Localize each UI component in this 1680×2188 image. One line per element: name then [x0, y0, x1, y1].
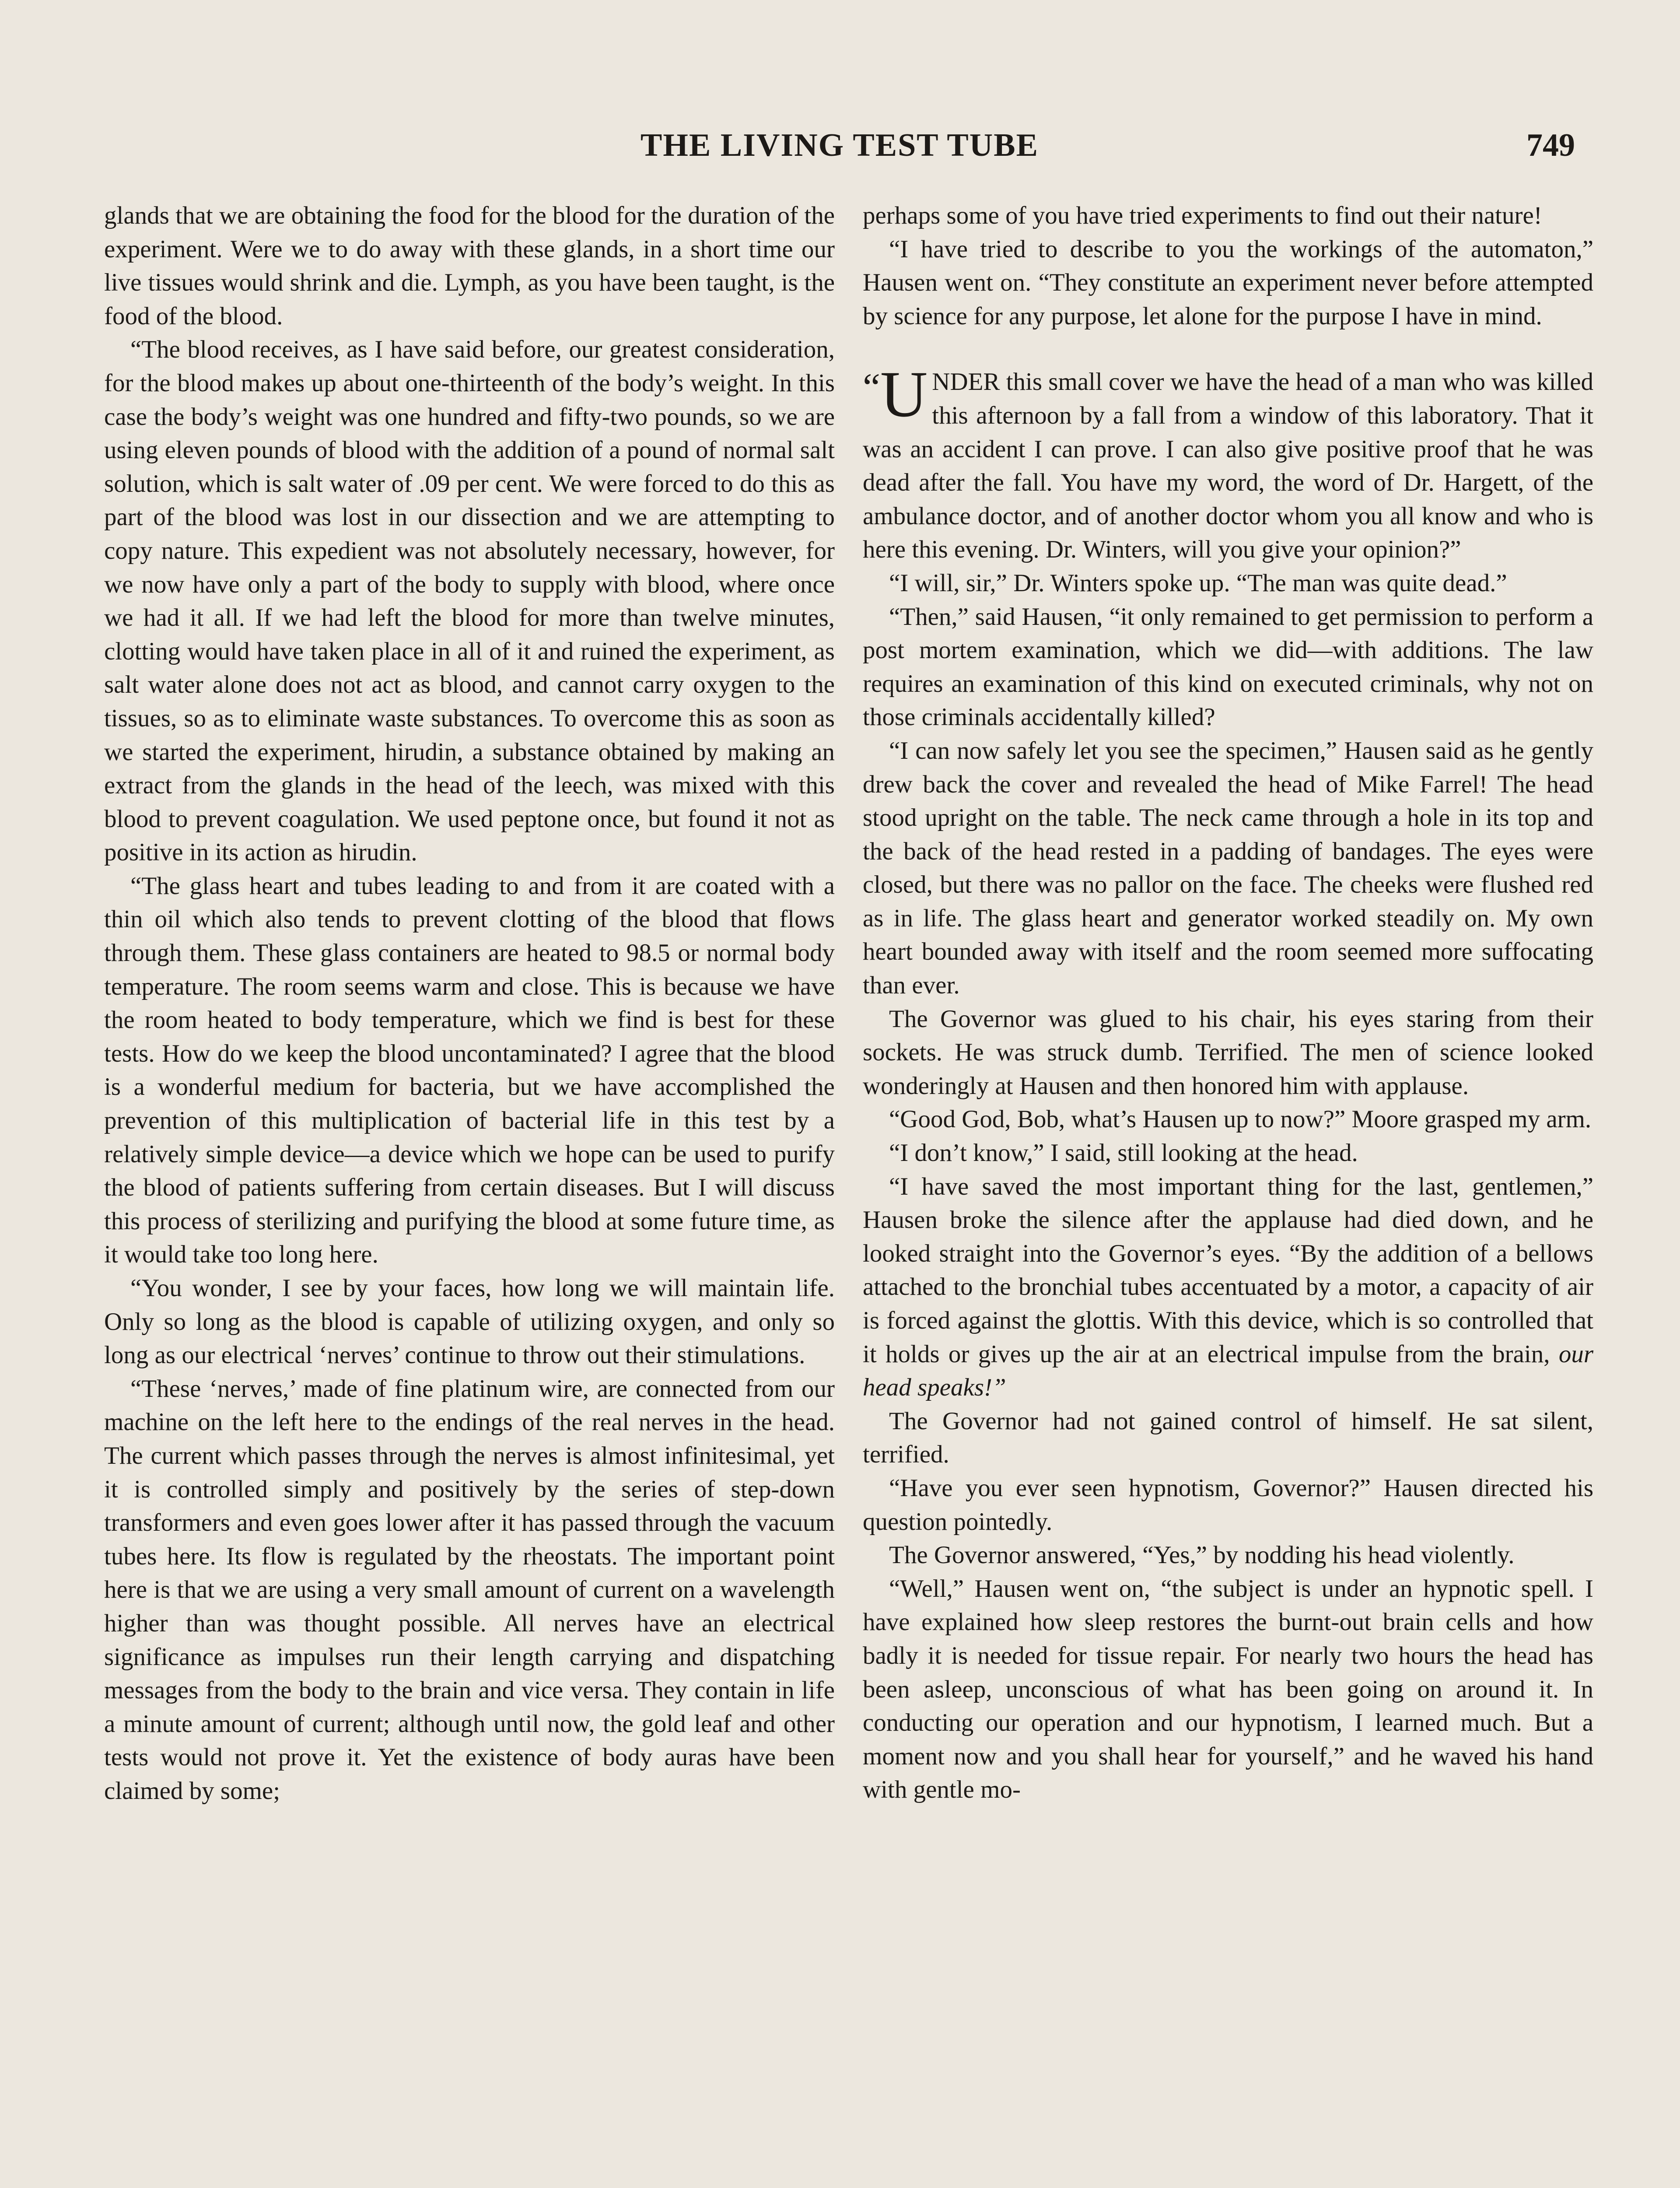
paragraph [863, 1170, 1593, 1405]
paragraph: “Good God, Bob, what’s Hausen up to now?” Moore grasped my arm. [889, 1105, 1592, 1133]
right-column [863, 199, 1593, 1807]
paragraph-text: “I have saved the most important thing for the last, gentlemen,” Hausen broke the silence after the applause had died down, and he looked straight into the Governor’s eyes. “By the addition of a bellows attached to the bronchial tubes accentuated by a motor, a capacity of air is forced against the glottis. With this device, which is so controlled that it holds or gives up the air at an electrical impulse from the brain, [863, 1172, 1593, 1368]
paragraph: “I can now safely let you see the specimen,” Hausen said as he gently drew back the cover and revealed the head of Mike Farrel! The head stood upright on the table. The neck came through a hole in its top and the back of the head rested in a padding of bandages. The eyes were closed, but there was no pallor on the face. The cheeks were flushed red as in life. The glass heart and generator worked steadily on. My own heart bounded away with itself and the room seemed more suffocating than ever. [863, 736, 1593, 999]
paragraph: “Well,” Hausen went on, “the subject is under an hypnotic spell. I have explained how sleep restores the burnt-out brain cells and how badly it is needed for tissue repair. For nearly two hours the head has been asleep, unconscious of what has been going on around it. In conducting our operation and our hypnotism, I learned much. But a moment now and you shall hear for yourself,” and he waved his hand with gentle mo- [863, 1574, 1593, 1804]
section-start-paragraph [863, 358, 1593, 567]
paragraph: “I will, sir,” Dr. Winters spoke up. “The man was quite dead.” [889, 569, 1507, 597]
paragraph: The Governor answered, “Yes,” by nodding his head violently. [889, 1541, 1515, 1569]
section-start-text: NDER this small cover we have the head of a man who was killed this afternoon by a fall from a window of this laboratory. That it was an accident I can prove. I can also give positive proof that he was dead after the fall. You have my word, the word of Dr. Hargett, of the ambulance doctor, and of another doctor whom you all know and who is here this evening. Dr. Winters, will you give your opinion?” [863, 368, 1593, 564]
page-header [104, 127, 1575, 175]
paragraph: “These ‘nerves,’ made of fine platinum wire, are connected from our machine on the left here to the endings of the real nerves in the head. The current which passes through the nerves is almost infinitesimal, yet it is controlled simply and positively by the series of step-down transformers and even goes lower after it has passed through the vacuum tubes here. Its flow is regulated by the rheostats. The important point here is that we are using a very small amount of current on a wavelength higher than was thought possible. All nerves have an electrical significance as impulses run their length carrying and dispatching messages from the body to the brain and vice versa. They contain in life a minute amount of current; although until now, the gold leaf and other tests would not prove it. Yet the existence of body auras have been claimed by some; [104, 1375, 835, 1805]
italic-phrase: our head speaks!” [863, 1340, 1593, 1402]
paragraph: perhaps some of you have tried experiments to find out their nature! [863, 202, 1542, 229]
paragraph: “Have you ever seen hypnotism, Governor?” Hausen directed his question pointedly. [863, 1474, 1593, 1536]
paragraph: The Governor had not gained control of himself. He sat silent, terrified. [863, 1407, 1593, 1469]
paragraph: The Governor was glued to his chair, his eyes staring from their sockets. He was struck dumb. Terrified. The men of science looked wonderingly at Hausen and then honored him with applause. [863, 1005, 1593, 1100]
running-title: THE LIVING TEST TUBE [640, 127, 1039, 163]
page-number: 749 [1526, 127, 1575, 163]
paragraph: “The glass heart and tubes leading to and from it are coated with a thin oil which also tends to prevent clotting of the blood that flows through them. These glass containers are heated to 98.5 or normal body temperature. The room seems warm and close. This is because we have the room heated to body temperature, which we find is best for these tests. How do we keep the blood uncontaminated? I agree that the blood is a wonderful medium for bacteria, but we have accomplished the prevention of this multiplication of bacterial life in this test by a relatively simple device—a device which we hope can be used to purify the blood of patients suffering from certain diseases. But I will discuss this process of sterilizing and purifying the blood at some future time, as it would take too long here. [104, 872, 835, 1269]
paragraph: “The blood receives, as I have said before, our greatest consideration, for the blood makes up about one-thirteenth of the body’s weight. In this case the body’s weight was one hundred and fifty-two pounds, so we are using eleven pounds of blood with the addition of a pound of normal salt solution, which is salt water of .09 per cent. We were forced to do this as part of the blood was lost in our dissection and we are attempting to copy nature. This expedient was not absolutely necessary, however, for we now have only a part of the body to supply with blood, where once we had it all. If we had left the blood for more than twelve minutes, clotting would have taken place in all of it and ruined the experiment, as salt water alone does not act as blood, and cannot carry oxygen to the tissues, so as to eliminate waste substances. To overcome this as soon as we started the experiment, hirudin, a substance obtained by making an extract from the glands in the head of the leech, was mixed with this blood to prevent coagulation. We used peptone once, but found it not as positive in its action as hirudin. [104, 336, 835, 866]
left-column [104, 199, 835, 1808]
drop-cap-letter: U [880, 358, 928, 431]
paragraph: “I have tried to describe to you the workings of the automaton,” Hausen went on. “They constitute an experiment never before attempted by science for any purpose, let alone for the purpose I have in mind. [863, 235, 1593, 330]
paragraph: “Then,” said Hausen, “it only remained to get permission to perform a post mortem examination, which we did—with additions. The law requires an examination of this kind on executed criminals, why not on those criminals accidentally killed? [863, 603, 1593, 731]
paragraph: glands that we are obtaining the food for the blood for the duration of the experiment. Were we to do away with these glands, in a short time our live tissues would shrink and die. Lymph, as you have been taught, is the food of the blood. [104, 202, 835, 330]
drop-cap-quote: “ [863, 366, 880, 410]
paragraph: “I don’t know,” I said, still looking at the head. [889, 1139, 1358, 1167]
drop-cap [863, 358, 928, 431]
paragraph: “You wonder, I see by your faces, how long we will maintain life. Only so long as the blood is capable of utilizing oxygen, and only so long as our electrical ‘nerves’ continue to throw out their stimulations. [104, 1274, 835, 1369]
